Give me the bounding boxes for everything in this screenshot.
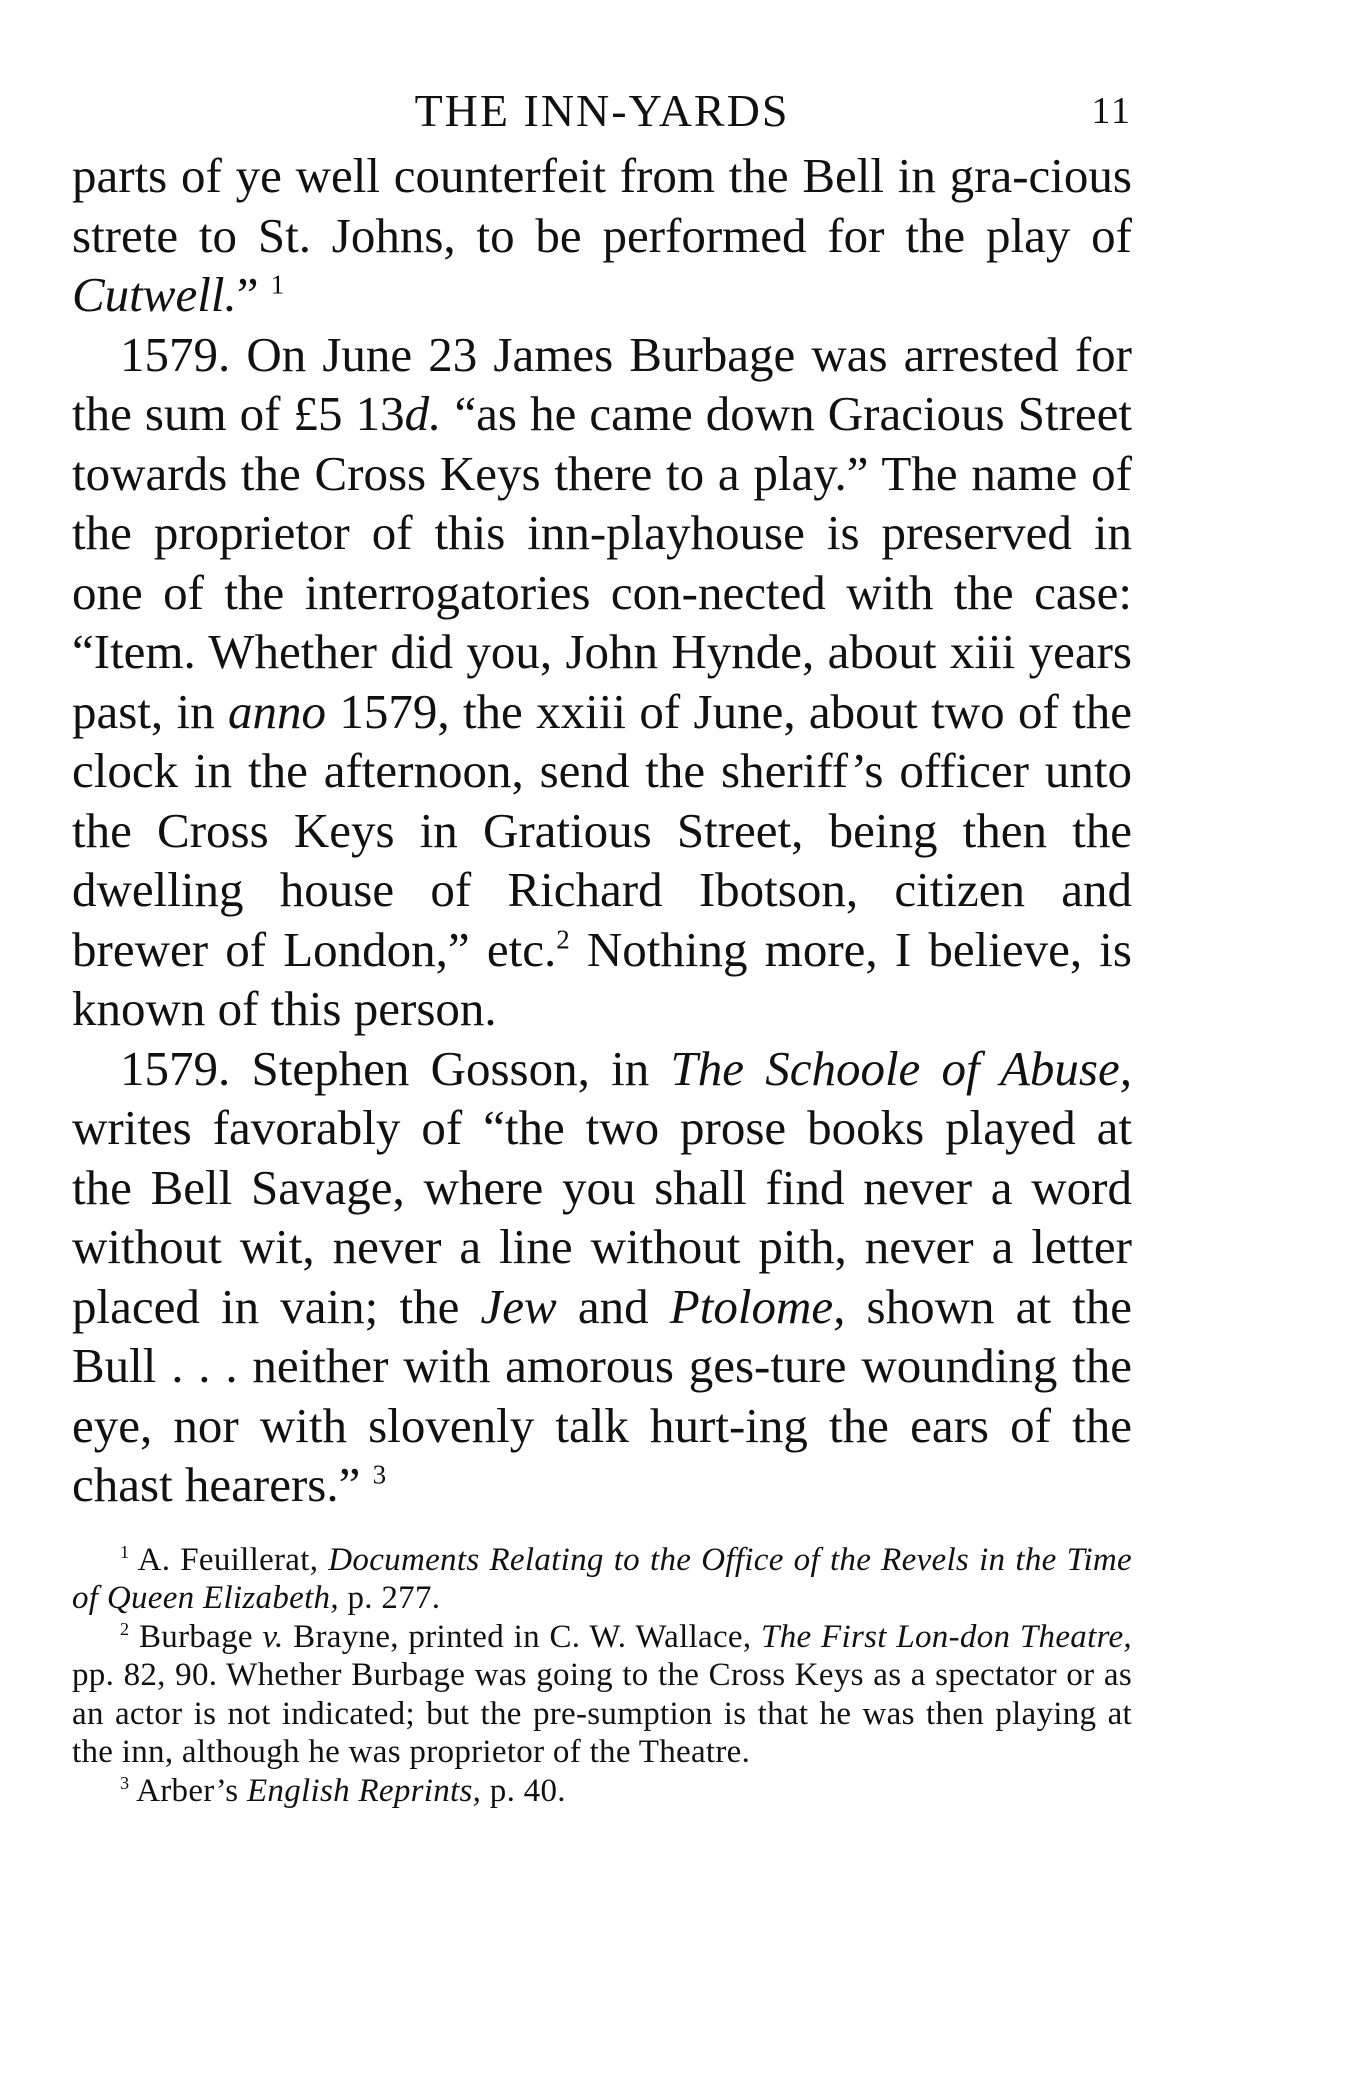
paragraph-text: parts of ye well counterfeit from the Bell in gra-cious strete to St. Johns, to be performed for the play of xyxy=(72,148,1132,263)
italic-ptolome: Ptolome, xyxy=(669,1278,846,1334)
running-title: THE INN-YARDS xyxy=(414,85,790,136)
italic-d: d. xyxy=(404,386,442,441)
footnote-versus: v. xyxy=(262,1618,284,1655)
body-text xyxy=(72,146,1132,1515)
paragraph-2 xyxy=(72,325,1132,1039)
footnote-text: Burbage xyxy=(129,1618,263,1655)
footnote-1 xyxy=(72,1541,1132,1618)
footnote-text: p. 277. xyxy=(338,1580,441,1616)
paragraph-1 xyxy=(72,146,1132,325)
footnote-text: A. Feuillerat, xyxy=(129,1541,329,1578)
footnote-ref: 2 xyxy=(556,924,570,955)
footnote-ref: 3 xyxy=(372,1459,387,1490)
footnote-2 xyxy=(72,1618,1132,1772)
italic-title: The Schoole of Abuse, xyxy=(670,1040,1133,1096)
paragraph-3 xyxy=(72,1039,1132,1515)
italic-anno: anno xyxy=(228,683,326,739)
running-header xyxy=(72,80,1132,142)
paragraph-text: ” xyxy=(236,267,259,322)
footnote-text: p. 40. xyxy=(481,1772,566,1809)
paragraph-text: Nothing more, I believe, is known of this person. xyxy=(72,921,1132,1036)
footnote-text: Arber’s xyxy=(129,1772,247,1809)
footnote-title: English Reprints, xyxy=(246,1772,482,1809)
italic-title: Cutwell. xyxy=(72,267,237,322)
footnote-ref: 1 xyxy=(270,269,285,300)
footnote-title: Documents Relating to the Office of the Revels in the Time of Queen Elizabeth, xyxy=(72,1541,1132,1616)
paragraph-text: and xyxy=(556,1278,670,1334)
book-page xyxy=(72,80,1132,1810)
footnote-mark: 3 xyxy=(120,1772,130,1793)
paragraph-text: “as he came down Gracious Street towards the Cross Keys there to a play.” The name of the proprietor of this inn-playhouse is preserved in one of the interrogatories con-nected with the case: “Item. Whether did you, John Hynde, about xiii years past, in xyxy=(72,386,1132,739)
footnote-title: The First Lon-don Theatre, xyxy=(761,1618,1132,1655)
italic-jew: Jew xyxy=(480,1278,557,1334)
page-number: 11 xyxy=(1091,90,1132,132)
footnote-3 xyxy=(72,1772,1132,1811)
footnote-mark: 1 xyxy=(120,1541,130,1562)
paragraph-text: 1579, the xxiii of June, about two of the clock in the afternoon, send the sheriff’s officer unto the Cross Keys in Gratious Street, being then the dwelling house of Richard Ibotson, citizen and brewer of London,” etc. xyxy=(72,683,1132,977)
footnote-mark: 2 xyxy=(120,1618,130,1639)
paragraph-text: writes favorably of “the two prose books played at the Bell Savage, where you shall find never a word without wit, never a line without pith, never a letter placed in vain; the xyxy=(72,1100,1132,1334)
footnote-text: Brayne, printed in C. W. Wallace, xyxy=(283,1618,762,1655)
paragraph-text: 1579. On June 23 James Burbage was arrested for the sum of £5 13 xyxy=(72,326,1132,441)
paragraph-text: 1579. Stephen Gosson, in xyxy=(120,1040,671,1096)
footnotes xyxy=(72,1541,1132,1811)
footnote-text: pp. 82, 90. Whether Burbage was going to the Cross Keys as a spectator or as an actor is not indicated; but the pre-sumption is that he was then playing at the inn, although he was proprietor of the Theatre. xyxy=(72,1657,1132,1770)
paragraph-text: shown at the Bull . . . neither with amorous ges-ture wounding the eye, nor with slovenly talk hurt-ing the ears of the chast hearers.” xyxy=(72,1278,1133,1512)
